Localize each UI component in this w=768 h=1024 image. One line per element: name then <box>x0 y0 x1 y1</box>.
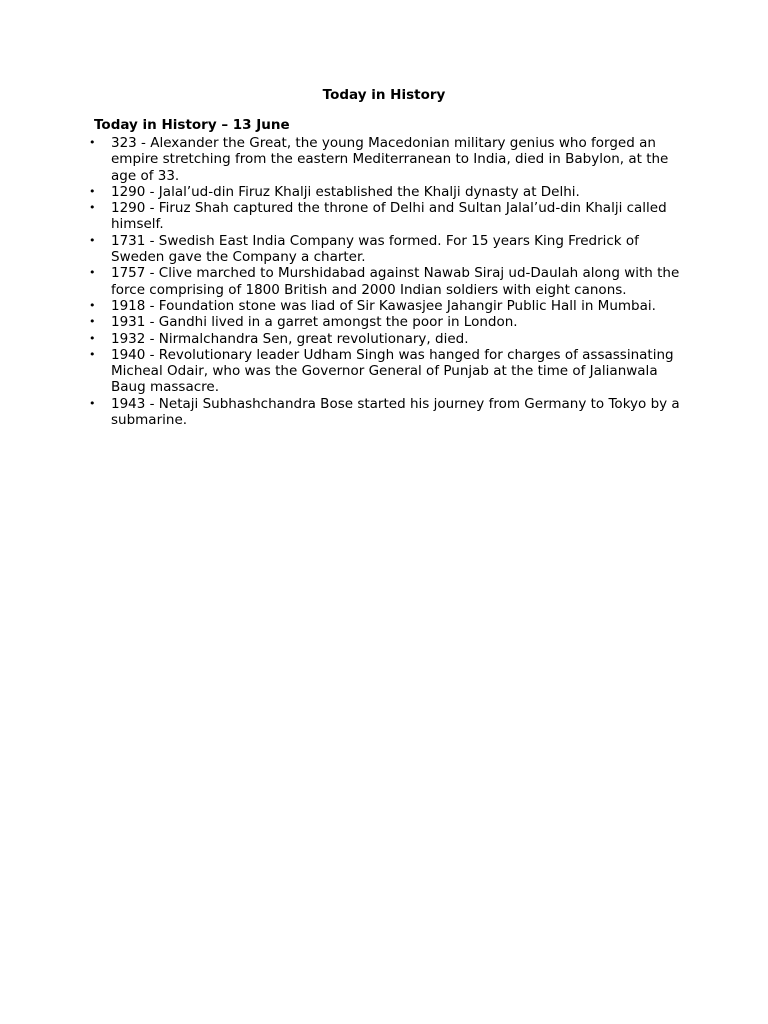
list-item <box>89 395 681 429</box>
list-item <box>89 330 681 347</box>
bullet-icon: • <box>89 184 96 198</box>
bullet-icon: • <box>89 347 96 361</box>
bullet-icon: • <box>89 201 96 215</box>
event-text: 1731 - Swedish East India Company was formed. For 15 years King Fredrick of Sweden gave the Company a charter. <box>111 232 639 266</box>
event-text: 1290 - Jalal’ud-din Firuz Khalji established the Khalji dynasty at Delhi. <box>111 183 580 200</box>
document-title: Today in History <box>322 87 446 103</box>
event-text: 1932 - Nirmalchandra Sen, great revolutionary, died. <box>111 330 469 347</box>
section-heading: Today in History – 13 June <box>94 117 290 133</box>
bullet-icon: • <box>89 233 96 247</box>
event-text: 1757 - Clive marched to Murshidabad against Nawab Siraj ud-Daulah along with the force comprising of 1800 British and 2000 Indian soldiers with eight canons. <box>111 265 680 298</box>
list-item <box>89 232 681 266</box>
bullet-icon: • <box>89 396 96 410</box>
bullet-icon: • <box>89 315 96 329</box>
event-text: 1290 - Firuz Shah captured the throne of Delhi and Sultan Jalal’ud-din Khalji called himself. <box>111 200 667 233</box>
list-item <box>89 297 681 314</box>
list-item <box>89 265 681 298</box>
bullet-icon: • <box>89 298 96 312</box>
event-text: 1931 - Gandhi lived in a garret amongst the poor in London. <box>111 314 518 331</box>
event-list <box>89 135 681 429</box>
list-item <box>89 314 681 331</box>
bullet-icon: • <box>89 331 96 345</box>
event-text: 1918 - Foundation stone was liad of Sir Kawasjee Jahangir Public Hall in Mumbai. <box>111 297 656 314</box>
list-item <box>89 135 681 184</box>
bullet-icon: • <box>89 266 96 280</box>
list-item <box>89 183 681 200</box>
bullet-icon: • <box>89 136 96 149</box>
event-text: 323 - Alexander the Great, the young Macedonian military genius who forged an empire stretching from the eastern Mediterranean to India, died in Babylon, at the age of 33. <box>111 135 669 184</box>
event-text: 1940 - Revolutionary leader Udham Singh was hanged for charges of assassinating Micheal Odair, who was the Governor General of Punjab at the time of Jalianwala Baug massacre. <box>111 346 674 396</box>
list-item <box>89 200 681 233</box>
event-text: 1943 - Netaji Subhashchandra Bose started his journey from Germany to Tokyo by a submarine. <box>111 395 680 429</box>
list-item <box>89 346 681 396</box>
